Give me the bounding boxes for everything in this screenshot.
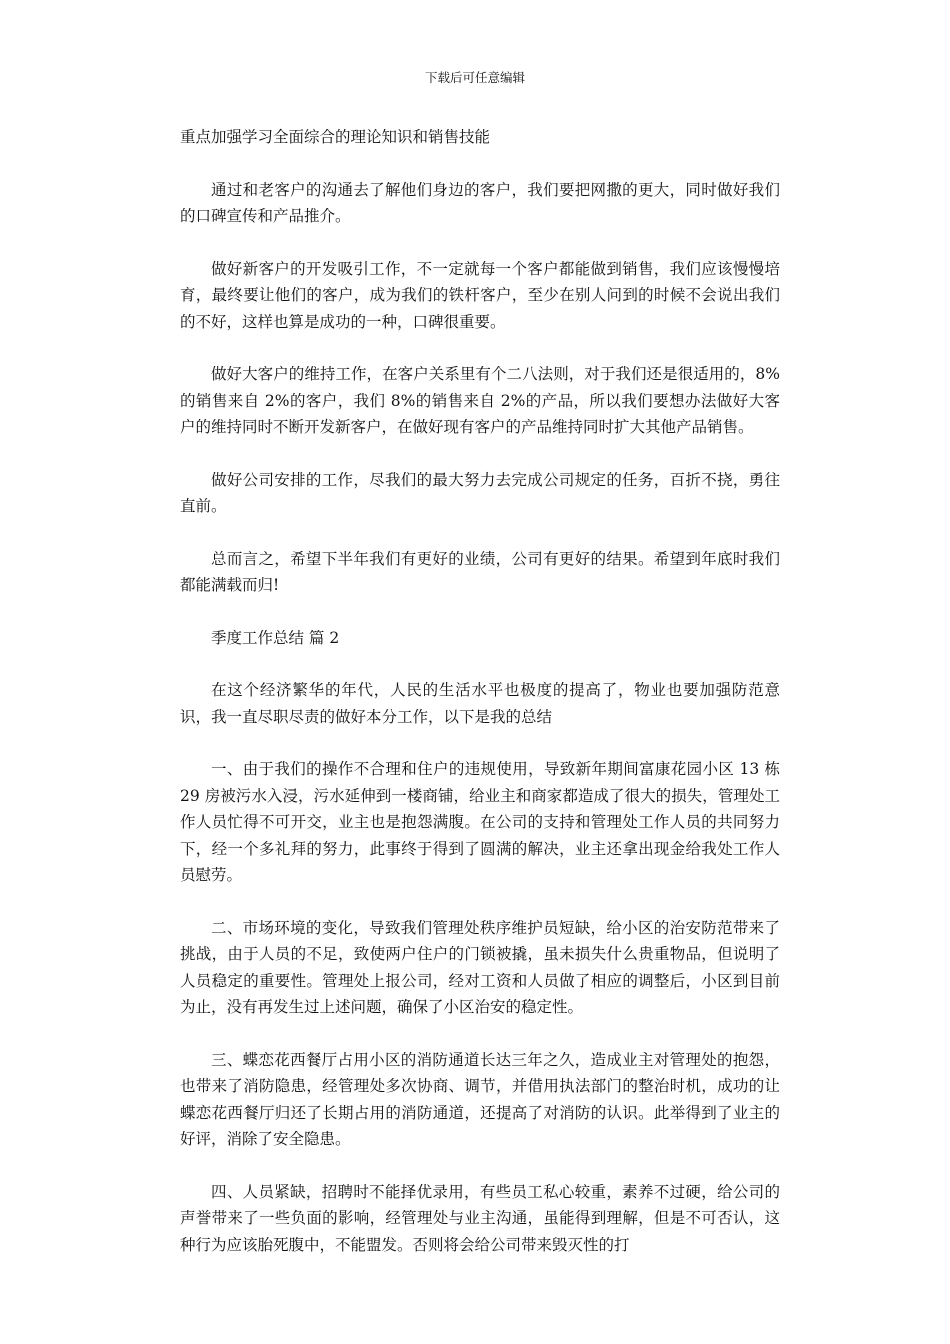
section-heading: 重点加强学习全面综合的理论知识和销售技能 [180, 128, 491, 146]
page-header-note: 下载后可任意编辑 [424, 70, 525, 85]
document-body [180, 124, 780, 1284]
paragraph: 一、由于我们的操作不合理和住户的违规使用，导致新年期间富康花园小区 13 栋 29 房被污水入浸，污水延伸到一楼商铺，给业主和商家都造成了很大的损失，管理处工作人员忙得不可开交，业主也是抱怨满腹。在公司的支持和管理处工作人员的共同努力下，经一个多礼拜的努力，此事终于得到了圆满的解决，业主还拿出现金给我处工作人员慰劳。 [180, 760, 780, 884]
paragraph: 在这个经济繁华的年代，人民的生活水平也极度的提高了，物业也要加强防范意识，我一直尽职尽责的做好本分工作，以下是我的总结 [180, 681, 780, 726]
paragraph: 四、人员紧缺，招聘时不能择优录用，有些员工私心较重，素养不过硬，给公司的声誉带来了一些负面的影响，经管理处与业主沟通，虽能得到理解，但是不可否认，这种行为应该胎死腹中，不能盟发。否则将会给公司带来毁灭性的打 [180, 1182, 780, 1254]
section-title: 季度工作总结 篇 2 [211, 628, 340, 647]
paragraph: 做好大客户的维持工作，在客户关系里有个二八法则，对于我们还是很适用的，8%的销售来自 2%的客户，我们 8%的销售来自 2%的产品，所以我们要想办法做好大客户的维持同时不断开发新客户，在做好现有客户的产品维持同时扩大其他产品销售。 [180, 365, 780, 436]
paragraph: 做好新客户的开发吸引工作，不一定就每一个客户都能做到销售，我们应该慢慢培育，最终要让他们的客户，成为我们的铁杆客户，至少在别人问到的时候不会说出我们的不好，这样也算是成功的一种，口碑很重要。 [180, 259, 780, 331]
paragraph: 二、市场环境的变化，导致我们管理处秩序维护员短缺，给小区的治安防范带来了挑战，由于人员的不足，致使两户住户的门锁被撬，虽未损失什么贵重物品，但说明了人员稳定的重要性。管理处上报公司，经对工资和人员做了相应的调整后，小区到目前为止，没有再发生过上述问题，确保了小区治安的稳定性。 [180, 918, 780, 1016]
paragraph: 通过和老客户的沟通去了解他们身边的客户，我们要把网撒的更大，同时做好我们的口碑宣传和产品推介。 [180, 180, 780, 225]
paragraph: 总而言之，希望下半年我们有更好的业绩，公司有更好的结果。希望到年底时我们都能满载而归! [180, 549, 780, 594]
paragraph: 三、蝶恋花西餐厅占用小区的消防通道长达三年之久，造成业主对管理处的抱怨，也带来了消防隐患，经管理处多次协商、调节，并借用执法部门的整治时机，成功的让蝶恋花西餐厅归还了长期占用的消防通道，还提高了对消防的认识。此举得到了业主的好评，消除了安全隐患。 [180, 1050, 780, 1148]
paragraph: 做好公司安排的工作，尽我们的最大努力去完成公司规定的任务，百折不挠，勇往直前。 [180, 470, 780, 515]
